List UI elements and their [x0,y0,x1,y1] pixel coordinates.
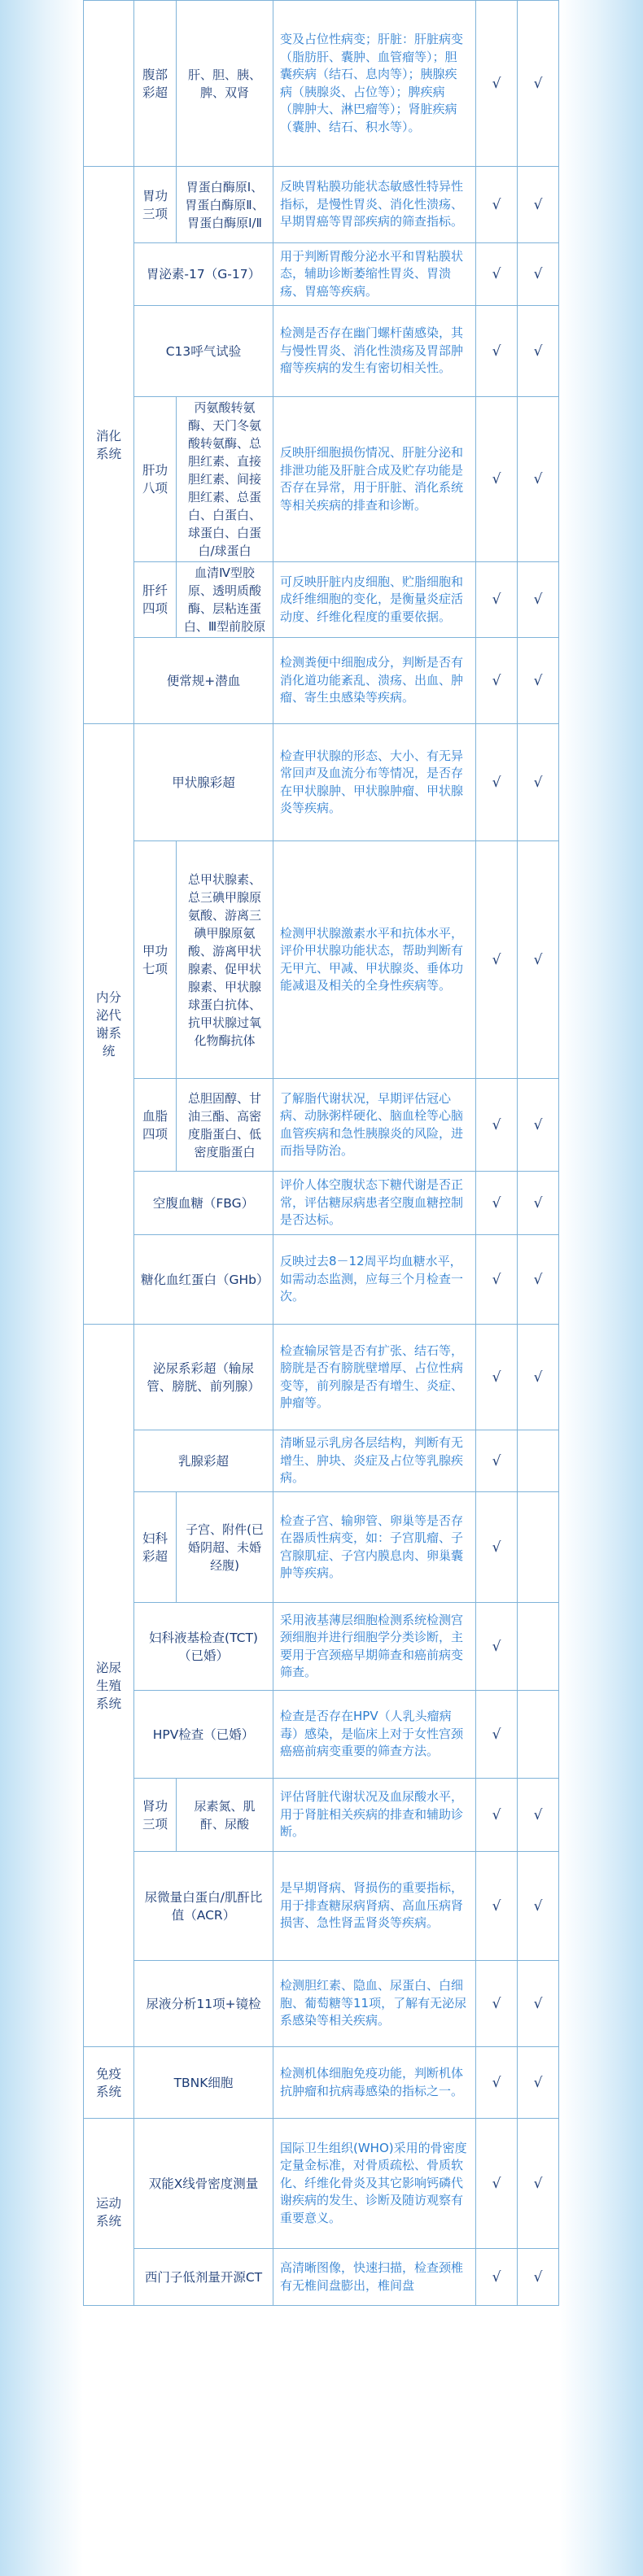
table-row [84,1325,559,1430]
table-row [84,638,559,724]
table-body [84,1,559,2306]
package-a-check: √ [476,1325,518,1430]
table-row [84,562,559,638]
description-cell: 检查甲状腺的形态、大小、有无异常回声及血流分布等情况，是否存在甲状腺肿、甲状腺肿瘤、甲状腺炎等疾病。 [273,724,476,841]
table-row [84,1779,559,1852]
category-cell: 运动系统 [84,2119,134,2306]
description-cell: 检测粪便中细胞成分，判断是否有消化道功能紊乱、溃疡、出血、肿瘤、寄生虫感染等疾病。 [273,638,476,724]
package-b-check: √ [518,724,559,841]
table-row [84,397,559,562]
item-name-cell: 甲功七项 [134,841,177,1079]
item-name-cell: 肾功三项 [134,1779,177,1852]
table-row [84,1172,559,1235]
item-name-cell: 便常规+潜血 [134,638,273,724]
package-a-check: √ [476,638,518,724]
package-b-check: √ [518,167,559,243]
item-name-cell: TBNK细胞 [134,2047,273,2119]
table-row [84,1691,559,1779]
sub-items-cell: 总甲状腺素、总三碘甲腺原氨酸、游离三碘甲腺原氨酸、游离甲状腺素、促甲状腺素、甲状腺球蛋白抗体、抗甲状腺过氧化物酶抗体 [177,841,273,1079]
table-row [84,724,559,841]
description-cell: 检查是否存在HPV（人乳头瘤病毒）感染，是临床上对于女性宫颈癌癌前病变重要的筛查方法。 [273,1691,476,1779]
package-b-check [518,1691,559,1779]
description-cell: 检测机体细胞免疫功能，判断机体抗肿瘤和抗病毒感染的指标之一。 [273,2047,476,2119]
sub-items-cell: 尿素氮、肌酐、尿酸 [177,1779,273,1852]
package-a-check: √ [476,1961,518,2047]
package-b-check: √ [518,1,559,167]
package-b-check: √ [518,1779,559,1852]
description-cell: 反映肝细胞损伤情况、肝脏分泌和排泄功能及肝脏合成及贮存功能是否存在异常，用于肝脏、消化系统等相关疾病的排查和诊断。 [273,397,476,562]
package-a-check: √ [476,167,518,243]
package-b-check: √ [518,638,559,724]
item-name-cell: 胃泌素-17（G-17） [134,243,273,306]
item-name-cell: 肝纤四项 [134,562,177,638]
table-row [84,1079,559,1172]
description-cell: 检测胆红素、隐血、尿蛋白、白细胞、葡萄糖等11项，了解有无泌尿系感染等相关疾病。 [273,1961,476,2047]
description-cell: 清晰显示乳房各层结构，判断有无增生、肿块、炎症及占位等乳腺疾病。 [273,1430,476,1492]
package-a-check: √ [476,1852,518,1961]
item-name-cell: 尿液分析11项+镜检 [134,1961,273,2047]
description-cell: 评估肾脏代谢状况及血尿酸水平，用于肾脏相关疾病的排查和辅助诊断。 [273,1779,476,1852]
sub-items-cell: 血清Ⅳ型胶原、透明质酸酶、层粘连蛋白、Ⅲ型前胶原 [177,562,273,638]
package-a-check: √ [476,1079,518,1172]
package-b-check: √ [518,2119,559,2249]
description-cell: 国际卫生组织(WHO)采用的骨密度定量金标准，对骨质疏松、骨质软化、纤维化骨炎及其它影响钙磷代谢疾病的发生、诊断及随访观察有重要意义。 [273,2119,476,2249]
description-cell: 高清晰图像，快速扫描，检查颈椎有无椎间盘膨出，椎间盘 [273,2249,476,2306]
package-b-check: √ [518,1852,559,1961]
table-row [84,1603,559,1691]
table-row [84,306,559,397]
description-cell: 可反映肝脏内皮细胞、贮脂细胞和成纤维细胞的变化，是衡量炎症活动度、纤维化程度的重要依据。 [273,562,476,638]
item-name-cell: 肝功八项 [134,397,177,562]
item-name-cell: 糖化血红蛋白（GHb） [134,1235,273,1325]
description-cell: 检查子宫、输卵管、卵巢等是否存在器质性病变，如：子宫肌瘤、子宫腺肌症、子宫内膜息肉、卵巢囊肿等疾病。 [273,1492,476,1603]
item-name-cell: 西门子低剂量开源CT [134,2249,273,2306]
description-cell: 了解脂代谢状况，早期评估冠心病、动脉粥样硬化、脑血栓等心脑血管疾病和急性胰腺炎的风险，进而指导防治。 [273,1079,476,1172]
category-cell: 消化系统 [84,167,134,724]
description-cell: 用于判断胃酸分泌水平和胃粘膜状态，辅助诊断萎缩性胃炎、胃溃疡、胃癌等疾病。 [273,243,476,306]
package-a-check: √ [476,2249,518,2306]
description-cell: 检测甲状腺激素水平和抗体水平，评价甲状腺功能状态，帮助判断有无甲亢、甲减、甲状腺炎、垂体功能减退及相关的全身性疾病等。 [273,841,476,1079]
description-cell: 反映胃粘膜功能状态敏感性特异性指标，是慢性胃炎、消化性溃疡、早期胃癌等胃部疾病的筛查指标。 [273,167,476,243]
description-cell: 采用液基薄层细胞检测系统检测宫颈细胞并进行细胞学分类诊断，主要用于宫颈癌早期筛查和癌前病变筛查。 [273,1603,476,1691]
description-cell: 检查输尿管是否有扩张、结石等，膀胱是否有膀胱壁增厚、占位性病变等，前列腺是否有增生、炎症、肿瘤等。 [273,1325,476,1430]
item-name-cell: 空腹血糖（FBG） [134,1172,273,1235]
package-b-check: √ [518,1961,559,2047]
description-cell: 是早期肾病、肾损伤的重要指标，用于排查糖尿病肾病、高血压病肾损害、急性肾盂肾炎等疾病。 [273,1852,476,1961]
category-cell: 免疫系统 [84,2047,134,2119]
package-a-check: √ [476,724,518,841]
item-name-cell: 甲状腺彩超 [134,724,273,841]
package-b-check: √ [518,562,559,638]
category-cell: 泌尿生殖系统 [84,1325,134,2047]
sub-items-cell: 总胆固醇、甘油三酯、高密度脂蛋白、低密度脂蛋白 [177,1079,273,1172]
package-b-check: √ [518,2249,559,2306]
package-a-check: √ [476,1492,518,1603]
item-name-cell: 胃功三项 [134,167,177,243]
package-b-check: √ [518,841,559,1079]
sub-items-cell: 肝、胆、胰、脾、双肾 [177,1,273,167]
package-a-check: √ [476,1691,518,1779]
package-b-check: √ [518,1172,559,1235]
table-row [84,2249,559,2306]
sub-items-cell: 丙氨酸转氨酶、天门冬氨酸转氨酶、总胆红素、直接胆红素、间接胆红素、总蛋白、白蛋白、球蛋白、白蛋白/球蛋白 [177,397,273,562]
package-a-check: √ [476,1603,518,1691]
package-b-check [518,1430,559,1492]
table-row [84,1235,559,1325]
item-name-cell: 双能X线骨密度测量 [134,2119,273,2249]
package-a-check: √ [476,562,518,638]
package-b-check: √ [518,243,559,306]
table-row [84,1492,559,1603]
package-a-check: √ [476,2119,518,2249]
package-a-check: √ [476,1779,518,1852]
package-b-check: √ [518,1079,559,1172]
item-name-cell: 腹部彩超 [134,1,177,167]
item-name-cell: 乳腺彩超 [134,1430,273,1492]
description-cell: 变及占位性病变；肝脏：肝脏病变（脂肪肝、囊肿、血管瘤等）；胆囊疾病（结石、息肉等）；胰腺疾病（胰腺炎、占位等）；脾疾病（脾肿大、淋巴瘤等）；肾脏疾病（囊肿、结石、积水等）。 [273,1,476,167]
table-row [84,2119,559,2249]
item-name-cell: 尿微量白蛋白/肌酐比值（ACR） [134,1852,273,1961]
table-row [84,2047,559,2119]
package-a-check: √ [476,1430,518,1492]
package-b-check [518,1492,559,1603]
package-b-check: √ [518,397,559,562]
checkup-items-table [83,0,559,2306]
right-decorative-band [560,0,643,2576]
description-cell: 评价人体空腹状态下糖代谢是否正常，评估糖尿病患者空腹血糖控制是否达标。 [273,1172,476,1235]
table-row [84,841,559,1079]
sub-items-cell: 胃蛋白酶原Ⅰ、胃蛋白酶原Ⅱ、胃蛋白酶原Ⅰ/Ⅱ [177,167,273,243]
description-cell: 反映过去8－12周平均血糖水平，如需动态监测，应每三个月检查一次。 [273,1235,476,1325]
category-cell: 内分泌代谢系统 [84,724,134,1325]
package-a-check: √ [476,2047,518,2119]
item-name-cell: 妇科彩超 [134,1492,177,1603]
description-cell: 检测是否存在幽门螺杆菌感染，其与慢性胃炎、消化性溃疡及胃部肿瘤等疾病的发生有密切相关性。 [273,306,476,397]
sub-items-cell: 子宫、附件(已婚阴超、未婚经腹) [177,1492,273,1603]
package-a-check: √ [476,243,518,306]
table-row [84,167,559,243]
table-row [84,1,559,167]
item-name-cell: C13呼气试验 [134,306,273,397]
table-row [84,1852,559,1961]
table-row [84,243,559,306]
table-row [84,1430,559,1492]
package-a-check: √ [476,1235,518,1325]
item-name-cell: 泌尿系彩超（输尿管、膀胱、前列腺） [134,1325,273,1430]
package-b-check: √ [518,1325,559,1430]
item-name-cell: 血脂四项 [134,1079,177,1172]
package-a-check: √ [476,397,518,562]
package-a-check: √ [476,306,518,397]
package-b-check: √ [518,1235,559,1325]
package-b-check [518,1603,559,1691]
item-name-cell: HPV检查（已婚） [134,1691,273,1779]
item-name-cell: 妇科液基检查(TCT)（已婚） [134,1603,273,1691]
package-a-check: √ [476,1,518,167]
table-row [84,1961,559,2047]
package-a-check: √ [476,841,518,1079]
package-a-check: √ [476,1172,518,1235]
package-b-check: √ [518,306,559,397]
left-decorative-band [0,0,83,2576]
package-b-check: √ [518,2047,559,2119]
category-cell [84,1,134,167]
